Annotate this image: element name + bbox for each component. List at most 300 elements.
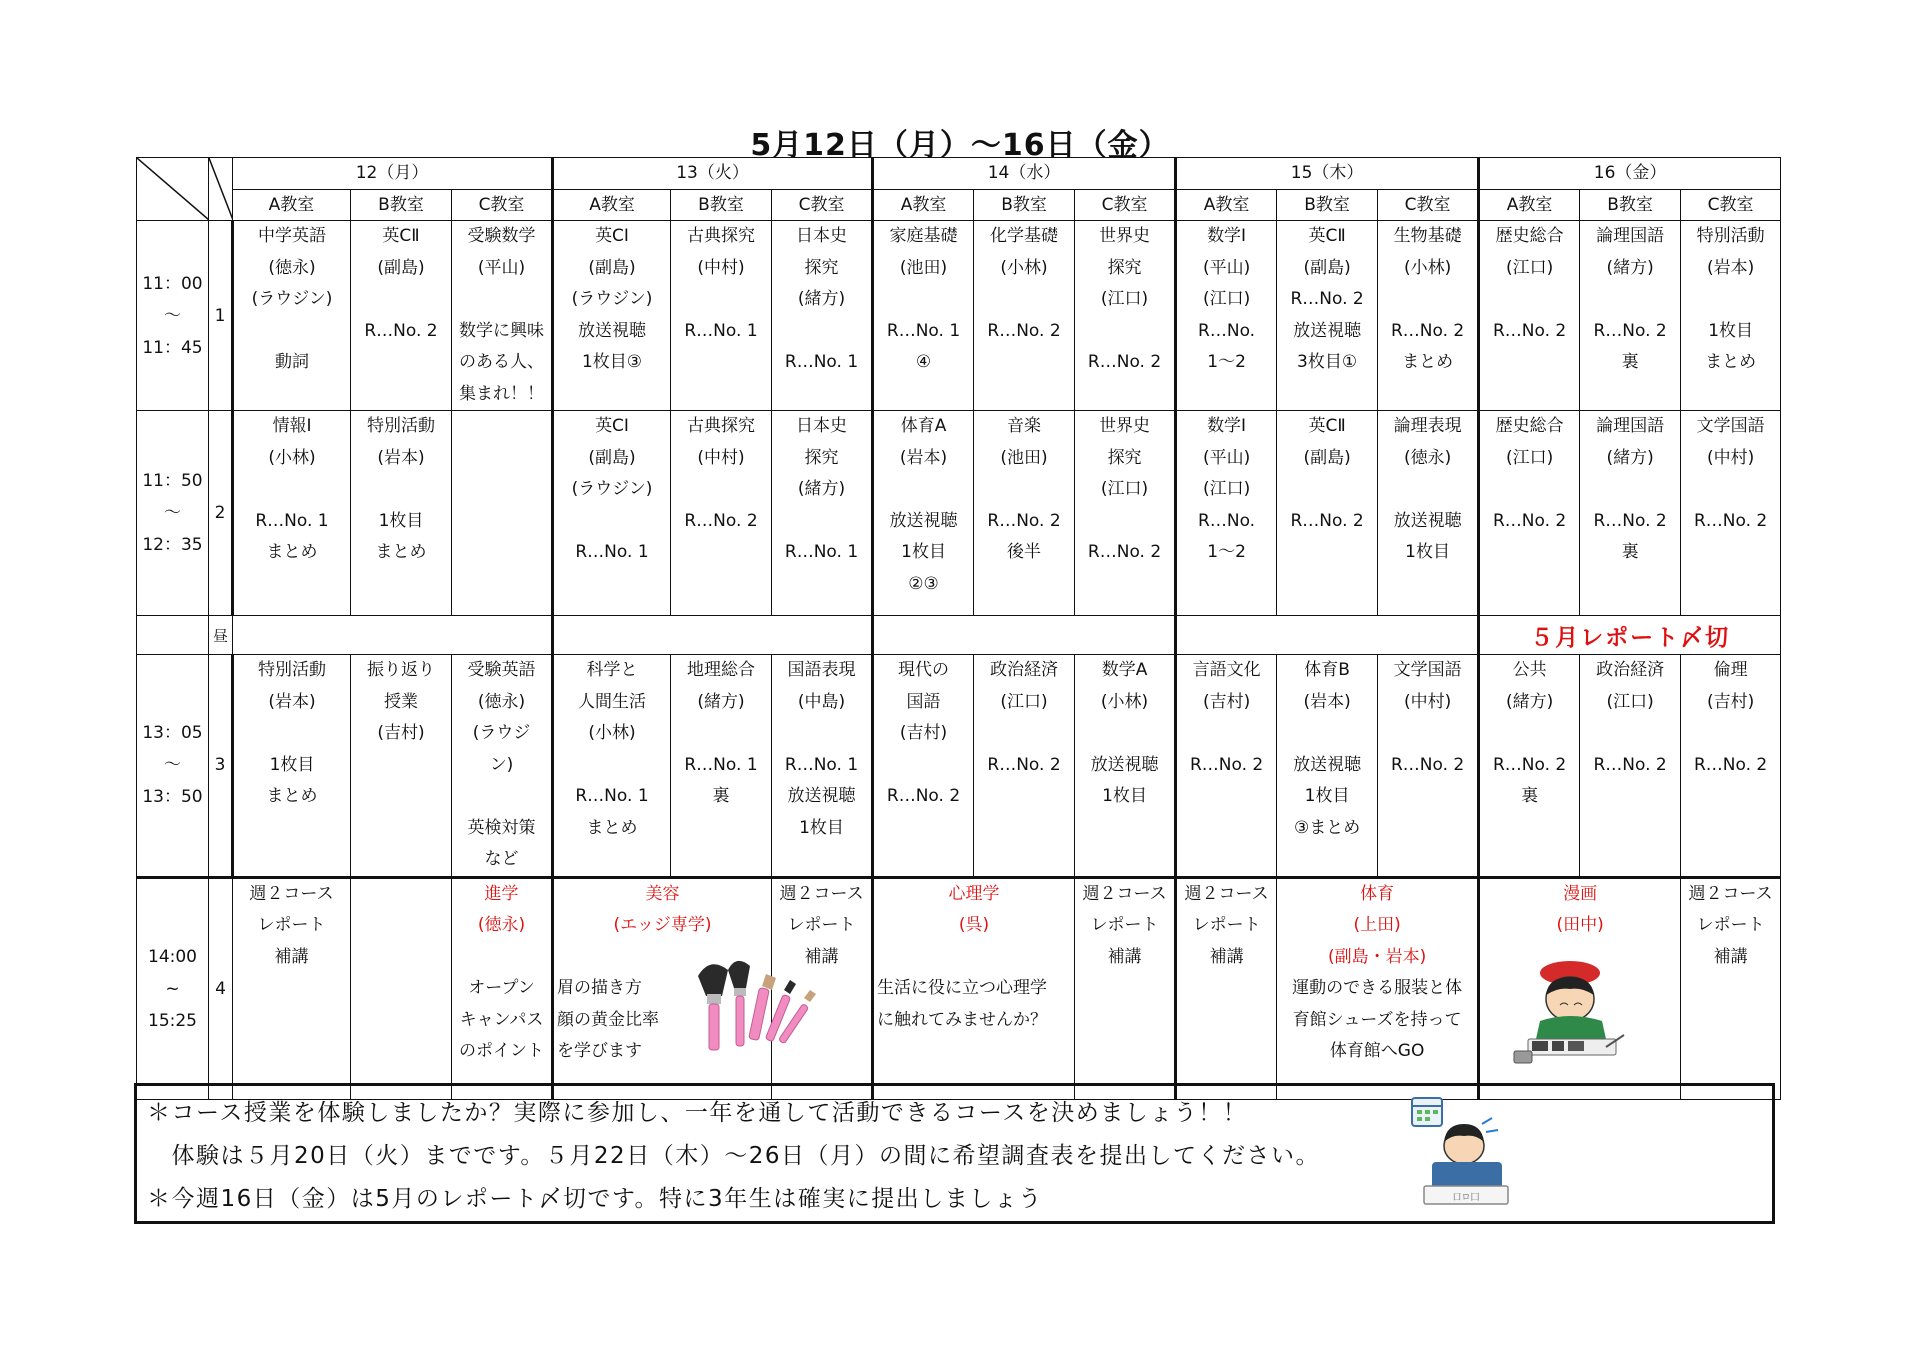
day-header-wed: 14（水） <box>873 158 1176 190</box>
class-cell <box>233 411 351 616</box>
cell-line: 体育A <box>900 416 947 436</box>
cell-line: ②③ <box>908 573 939 594</box>
cell-line: 1枚目 <box>799 817 844 838</box>
cell-line: (エッジ専学) <box>613 915 712 935</box>
day-header-thu: 15（木） <box>1176 158 1479 190</box>
cell-line: 英検対策 <box>467 817 536 838</box>
class-cell <box>452 221 553 411</box>
cell-line: (中村) <box>697 447 745 468</box>
cell-line: (吉村) <box>899 723 948 743</box>
cell-line: ③まとめ <box>1293 817 1361 838</box>
cell-line: R…No. 1 <box>886 320 961 341</box>
cell-line: (江口) <box>1505 257 1554 278</box>
cell-line: 古典探究 <box>687 416 756 436</box>
cell-line <box>974 718 1074 750</box>
cell-line: 週２コース <box>1688 883 1773 904</box>
cell-line: R…No. 2 <box>1593 320 1667 341</box>
cell-line <box>772 506 871 538</box>
cell-line: 数学Ⅰ <box>1207 226 1247 246</box>
cell-line: ④ <box>915 352 932 372</box>
room-header: C教室 <box>1378 189 1479 221</box>
cell-line: 運動のできる服装と体 <box>1292 978 1463 998</box>
cell-line: (池田) <box>1000 447 1048 468</box>
time-line: ～ <box>164 755 181 776</box>
cell-line <box>671 718 771 750</box>
cell-line: 古典探究 <box>687 226 756 246</box>
note-line: ＊今週16日（金）は5月のレポート〆切です。特に3年生は確実に提出しましょう <box>147 1186 1043 1212</box>
cell-line: (吉村) <box>1706 691 1755 712</box>
cell-line: R…No. 2 <box>1189 754 1264 775</box>
cell-line: 後半 <box>1007 542 1042 562</box>
room-header: A教室 <box>1176 189 1277 221</box>
cell-line: R…No. 2 <box>1290 510 1364 531</box>
lunch-cell <box>873 616 1176 655</box>
cell-line: 生物基礎 <box>1393 226 1462 246</box>
cell-line <box>554 506 670 538</box>
cell-line: 放送視聴 <box>1293 754 1362 775</box>
cell-line: (江口) <box>1202 289 1251 309</box>
class-cell <box>974 655 1075 878</box>
cell-line: (副島) <box>1303 447 1351 468</box>
room-header: C教室 <box>772 189 873 221</box>
cell-line: 心理学 <box>948 883 1000 904</box>
time-line: 11：50 <box>142 471 203 491</box>
cell-line: (江口) <box>1505 447 1554 468</box>
class-cell <box>351 221 452 411</box>
cell-line <box>1681 474 1780 506</box>
class-cell <box>1580 221 1681 411</box>
cell-line: レポート <box>1090 915 1159 935</box>
class-cell <box>1681 655 1781 878</box>
cell-line: 日本史 <box>796 416 848 436</box>
cell-line: (徳永) <box>477 691 526 712</box>
period-time <box>137 411 209 616</box>
cell-line: (ラウジン) <box>571 289 653 309</box>
class-cell <box>873 221 974 411</box>
cell-line: 日本史 <box>796 226 848 246</box>
cell-line: 1枚目 <box>1708 320 1754 341</box>
class-cell <box>873 655 974 878</box>
cell-line: 放送視聴 <box>1293 320 1362 341</box>
student-studying-illustration <box>1402 1094 1512 1209</box>
cell-line: R…No. 2 <box>886 786 961 806</box>
cell-line: ン) <box>489 754 514 775</box>
cell-line: 英CⅡ <box>1308 226 1346 246</box>
cell-line: R…No. 1 <box>575 542 649 562</box>
cell-line: 特別活動 <box>258 660 326 680</box>
cell-line: 数学に興味 <box>459 320 544 341</box>
cell-line: (徳永) <box>1403 447 1452 468</box>
cell-line: R…No. 2 <box>1492 510 1567 531</box>
cell-line: 補講 <box>1209 946 1244 967</box>
cell-line <box>1378 284 1477 316</box>
cell-line: 国語 <box>906 691 941 712</box>
room-header: C教室 <box>1681 189 1781 221</box>
class-cell <box>233 655 351 878</box>
cell-line: (ラウジン) <box>251 289 333 309</box>
cell-line: (中村) <box>1403 691 1452 712</box>
cell-line: (緒方) <box>697 691 745 712</box>
cell-line: R…No. 2 <box>1593 510 1667 531</box>
cell-line: 1～2 <box>1207 352 1246 372</box>
cell-line: (平山) <box>1202 447 1251 468</box>
class-cell <box>452 411 553 616</box>
makeup-brushes-illustration <box>690 956 840 1056</box>
cell-line <box>772 718 871 750</box>
cell-line <box>874 750 973 782</box>
cell-line: まとめ <box>1402 352 1454 372</box>
cell-line: R…No. 2 <box>1390 754 1465 775</box>
time-line: 11：00 <box>142 273 203 294</box>
cell-line: 裏 <box>1621 352 1639 372</box>
time-line: ～ <box>164 503 181 523</box>
cell-line: 体育館へGO <box>1329 1041 1425 1061</box>
cell-line: (岩本) <box>899 447 948 468</box>
time-line: 14:00 <box>148 946 197 967</box>
room-header: A教室 <box>1479 189 1580 221</box>
cell-line: R…No. 2 <box>1593 754 1667 775</box>
cell-line: 世界史 <box>1099 226 1151 246</box>
cell-line: R…No. 2 <box>987 754 1061 775</box>
course-cell <box>1681 877 1781 1099</box>
cell-line: 1枚目 <box>269 754 315 775</box>
cell-line: 現代の <box>898 660 950 680</box>
class-cell <box>1479 411 1580 616</box>
cell-line: 顔の黄金比率 <box>557 1009 660 1030</box>
cell-line <box>772 316 871 348</box>
cell-line: 週２コース <box>779 883 864 904</box>
cell-line: R…No. 1 <box>784 352 859 372</box>
class-cell <box>553 221 671 411</box>
cell-line: R…No. 2 <box>1492 754 1567 775</box>
cell-line <box>671 474 771 506</box>
corner-cell-small <box>209 158 233 221</box>
cell-line: 英CⅡ <box>1308 416 1346 436</box>
cell-line: (江口) <box>1100 289 1149 309</box>
cell-line: 論理表現 <box>1393 416 1462 436</box>
period-time <box>137 221 209 411</box>
class-cell <box>1075 655 1176 878</box>
room-header: B教室 <box>1277 189 1378 221</box>
cell-line: レポート <box>787 915 856 935</box>
class-cell <box>772 655 873 878</box>
cell-line: 歴史総合 <box>1495 226 1564 246</box>
cell-line: 倫理 <box>1713 660 1748 680</box>
class-cell <box>1075 221 1176 411</box>
cell-line: (江口) <box>1202 479 1251 499</box>
cell-line: (副島) <box>377 257 425 278</box>
time-line: 12：35 <box>142 535 203 555</box>
cell-line: オープン <box>468 978 535 998</box>
corner-diagonal-small <box>209 158 233 220</box>
cell-line <box>1480 474 1579 506</box>
corner-cell <box>137 158 209 221</box>
class-cell <box>1580 411 1681 616</box>
brush-icon <box>698 964 728 1050</box>
cell-line: 集まれ！！ <box>459 383 544 404</box>
class-cell <box>671 411 772 616</box>
class-cell <box>1479 655 1580 878</box>
cell-line: (上田) <box>1353 915 1401 935</box>
brush-icon <box>728 961 750 1046</box>
class-cell <box>1176 411 1277 616</box>
cell-line: 探究 <box>1107 447 1142 468</box>
room-header: A教室 <box>873 189 974 221</box>
cell-line: 文学国語 <box>1696 416 1765 436</box>
cell-line: 受験数学 <box>467 226 536 246</box>
cell-line <box>671 284 771 316</box>
cell-line: (小林) <box>1100 691 1149 712</box>
cell-line: のある人、 <box>459 352 544 372</box>
course-cell-pe <box>1277 877 1479 1099</box>
cell-line <box>452 284 551 316</box>
cell-line: 週２コース <box>249 883 334 904</box>
cell-line: 裏 <box>712 786 730 806</box>
class-cell <box>1681 221 1781 411</box>
cell-line <box>351 474 451 506</box>
cell-line <box>1681 284 1780 316</box>
cell-line: R…No. 1 <box>784 542 859 562</box>
cell-line: 裏 <box>1621 542 1639 562</box>
cell-line: 特別活動 <box>367 416 435 436</box>
cell-line: (吉村) <box>1202 691 1251 712</box>
class-cell <box>1176 221 1277 411</box>
cell-line: R…No. <box>1198 320 1256 341</box>
cell-line: R…No. <box>1198 510 1256 531</box>
page-title: 5月12日（月）～16日（金） <box>750 128 1170 163</box>
class-cell <box>1277 221 1378 411</box>
cell-line: 補講 <box>1713 946 1748 967</box>
phone-icon <box>1514 1051 1532 1063</box>
cell-line: 歴史総合 <box>1495 416 1564 436</box>
cell-line: (岩本) <box>1303 691 1351 712</box>
class-cell <box>974 411 1075 616</box>
cell-line: (平山) <box>477 257 526 278</box>
cell-line: (江口) <box>1606 691 1654 712</box>
cell-line: 数学A <box>1101 660 1148 680</box>
cell-line <box>1480 718 1579 750</box>
cell-line: 放送視聴 <box>787 786 856 806</box>
cell-line: (徳永) <box>268 257 316 278</box>
cell-line: (ラウジン) <box>571 479 653 499</box>
note-line: 体験は５月20日（火）までです。５月22日（木）～26日（月）の間に希望調査表を提出してください。 <box>147 1143 1320 1169</box>
cell-line: R…No. 2 <box>1693 754 1768 775</box>
day-header-tue: 13（火） <box>553 158 873 190</box>
room-header: B教室 <box>1580 189 1681 221</box>
cell-line: R…No. 2 <box>1390 320 1465 341</box>
cell-line: 週２コース <box>1082 883 1167 904</box>
cell-line: 文学国語 <box>1393 660 1462 680</box>
cell-line: (徳永) <box>477 915 526 935</box>
cell-line: 地理総合 <box>687 660 756 680</box>
lunch-label: 昼 <box>209 616 233 655</box>
cell-line: (吉村) <box>377 723 425 743</box>
class-cell <box>1378 655 1479 878</box>
cell-line: R…No. 1 <box>684 320 758 341</box>
lunch-blank <box>137 616 209 655</box>
cell-line: 補講 <box>804 946 839 967</box>
class-cell <box>351 655 452 878</box>
cell-line: 論理国語 <box>1596 226 1665 246</box>
time-line: 13：05 <box>142 723 203 744</box>
class-cell <box>1075 411 1176 616</box>
cell-line: 英CⅠ <box>595 416 629 436</box>
time-line: 15:25 <box>148 1010 197 1031</box>
cell-line: R…No. 2 <box>1290 289 1364 309</box>
cell-line: (岩本) <box>377 447 425 468</box>
cell-line: 政治経済 <box>1596 660 1665 680</box>
cell-line: 中学英語 <box>258 226 326 246</box>
cell-line: 放送視聴 <box>1393 510 1462 531</box>
cell-line: 1枚目 <box>901 542 946 562</box>
cell-line: 放送視聴 <box>1090 754 1159 775</box>
course-cell <box>233 877 351 1099</box>
cell-line: (緒方) <box>797 479 846 499</box>
cell-line: (緒方) <box>1505 691 1554 712</box>
cell-line: (小林) <box>588 723 636 743</box>
cell-line <box>1580 474 1680 506</box>
cell-line: レポート <box>1192 915 1261 935</box>
cell-line <box>1480 284 1579 316</box>
cell-line: 授業 <box>384 691 418 712</box>
cell-line: 情報Ⅰ <box>272 416 312 436</box>
cell-line: R…No. 1 <box>575 786 649 806</box>
class-cell <box>1277 411 1378 616</box>
period-time <box>137 877 209 1099</box>
cell-line: (江口) <box>1000 691 1048 712</box>
class-cell <box>772 411 873 616</box>
lunch-cell <box>553 616 873 655</box>
cell-line: 裏 <box>1521 786 1539 806</box>
time-line: ~ <box>165 978 180 999</box>
class-cell <box>1176 655 1277 878</box>
cell-line: (副島) <box>1303 257 1351 278</box>
cell-line: 1枚目 <box>1102 786 1147 806</box>
cell-line: (岩本) <box>1706 257 1755 278</box>
cell-line: を学びます <box>557 1041 643 1061</box>
room-header: C教室 <box>1075 189 1176 221</box>
cell-line: 音楽 <box>1007 416 1042 436</box>
cell-line: (中村) <box>697 257 745 278</box>
cell-line: など <box>484 849 519 869</box>
cell-line: R…No. 1 <box>684 754 758 775</box>
cell-line <box>1580 284 1680 316</box>
cell-line <box>452 942 551 974</box>
cell-line: 3枚目① <box>1297 352 1358 372</box>
cell-line: 英CⅠ <box>595 226 629 246</box>
cell-line: 1枚目 <box>378 510 424 531</box>
cell-line <box>1075 506 1174 538</box>
class-cell <box>1277 655 1378 878</box>
cell-line: まとめ <box>586 817 638 838</box>
cell-line: 政治経済 <box>990 660 1059 680</box>
cell-line: R…No. 2 <box>987 510 1061 531</box>
cell-line: 週２コース <box>1184 883 1269 904</box>
cell-line: 生活に役に立つ心理学 <box>877 978 1048 998</box>
cell-line: (小林) <box>268 447 316 468</box>
cell-line: 人間生活 <box>578 691 647 712</box>
cell-line: (田中) <box>1556 915 1604 935</box>
cell-line <box>974 284 1074 316</box>
class-cell <box>351 411 452 616</box>
cell-line: 動詞 <box>275 352 309 372</box>
manga-artist-illustration <box>1510 955 1630 1067</box>
svg-text:口ロ囗: 口ロ囗 <box>1452 1193 1480 1203</box>
cell-line: 放送視聴 <box>889 510 958 531</box>
cell-line: 家庭基礎 <box>889 226 958 246</box>
cell-line: 眉の描き方 <box>557 978 643 998</box>
cell-line <box>1177 718 1276 750</box>
cell-line: (副島・岩本) <box>1327 946 1427 967</box>
cell-line: 美容 <box>645 883 680 904</box>
report-deadline-notice: ５月レポート〆切 <box>1479 616 1781 655</box>
cell-line <box>452 781 551 813</box>
class-cell <box>233 221 351 411</box>
cell-line: 国語表現 <box>787 660 856 680</box>
room-header: A教室 <box>233 189 351 221</box>
period-number: 1 <box>209 221 233 411</box>
class-cell <box>671 221 772 411</box>
cell-line <box>351 284 451 316</box>
cell-line <box>874 474 973 506</box>
cell-line <box>1580 718 1680 750</box>
cell-line: (池田) <box>899 257 948 278</box>
class-cell <box>1378 221 1479 411</box>
class-cell <box>1378 411 1479 616</box>
cell-line: R…No. 2 <box>1693 510 1768 531</box>
cell-line <box>234 474 350 506</box>
cell-line <box>1075 316 1174 348</box>
cell-line: まとめ <box>266 786 318 806</box>
cell-line: 探究 <box>804 257 839 278</box>
cell-line <box>874 284 973 316</box>
cell-line <box>554 750 670 782</box>
course-cell-psychology <box>873 877 1075 1099</box>
cell-line: (小林) <box>1000 257 1048 278</box>
cell-line: (呉) <box>958 915 990 935</box>
cell-line: (副島) <box>588 257 636 278</box>
room-header: B教室 <box>671 189 772 221</box>
time-line: 13：50 <box>142 787 203 808</box>
cell-line <box>1277 474 1377 506</box>
cell-line: 論理国語 <box>1596 416 1665 436</box>
class-cell <box>452 655 553 878</box>
time-line: ～ <box>164 305 181 326</box>
class-cell <box>671 655 772 878</box>
cell-line: (緒方) <box>1606 257 1654 278</box>
cell-line: 1枚目③ <box>581 352 643 372</box>
cell-line: 特別活動 <box>1696 226 1765 246</box>
cell-line: (中村) <box>1706 447 1755 468</box>
course-cell <box>1075 877 1176 1099</box>
class-cell <box>553 655 671 878</box>
cell-line: R…No. 1 <box>255 510 329 531</box>
cell-line: 言語文化 <box>1192 660 1261 680</box>
cell-line <box>1378 718 1477 750</box>
period-number: 2 <box>209 411 233 616</box>
cell-line: 放送視聴 <box>578 320 647 341</box>
room-header: B教室 <box>351 189 452 221</box>
cell-line: 補講 <box>1107 946 1142 967</box>
cell-line: (ラウジ <box>472 723 531 743</box>
cell-line: (副島) <box>588 447 636 468</box>
cell-line: R…No. 2 <box>987 320 1061 341</box>
cell-line: 振り返り <box>367 660 435 680</box>
day-header-fri: 16（金） <box>1479 158 1781 190</box>
cell-line: R…No. 2 <box>1087 352 1162 372</box>
day-header-mon: 12（月） <box>233 158 553 190</box>
lunch-cell <box>1176 616 1479 655</box>
